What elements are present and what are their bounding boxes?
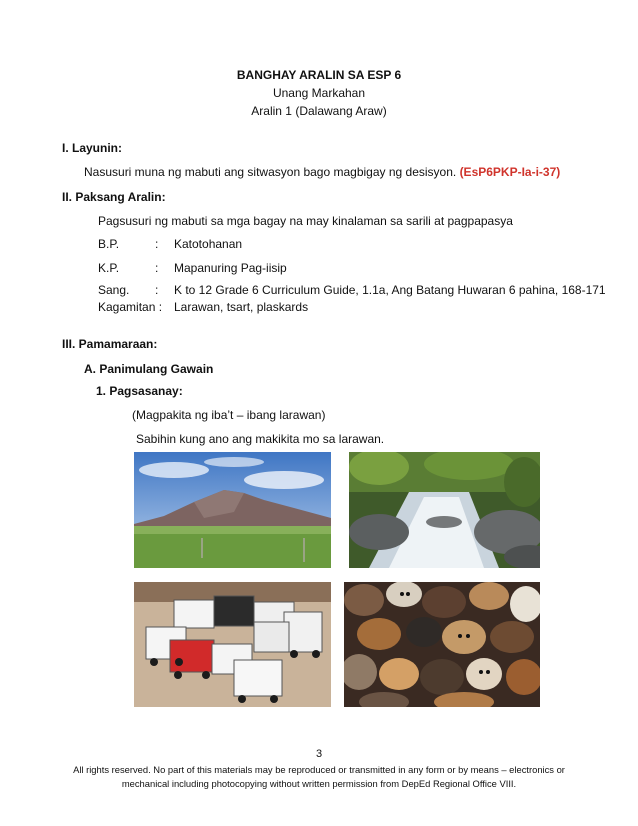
animals-collage-photo: [344, 582, 540, 707]
row-colon-bp: :: [155, 237, 159, 251]
copyright-line-1: All rights reserved. No part of this materials may be reproduced or transmitted in any form or by means – electronics or: [73, 764, 565, 775]
row-value-kp: Mapanuring Pag-iisip: [174, 261, 287, 275]
row-value-kagamitan: Larawan, tsart, plaskards: [174, 300, 309, 314]
instruction-show-pictures: (Magpakita ng iba’t – ibang larawan): [132, 408, 326, 422]
row-label-sang: Sang.: [98, 283, 130, 297]
quarter-label: Unang Markahan: [272, 86, 366, 100]
lesson-label: Aralin 1 (Dalawang Araw): [251, 104, 387, 118]
subsection-pagsasanay: 1. Pagsasanay:: [96, 384, 183, 398]
row-value-sang: K to 12 Grade 6 Curriculum Guide, 1.1a, Ang Batang Huwaran 6 pahina, 168-171: [174, 283, 606, 297]
section-layunin-heading: I. Layunin:: [62, 141, 122, 155]
row-colon-kp: :: [155, 261, 159, 275]
section-pamamaraan-heading: III. Pamamaraan:: [62, 337, 158, 351]
row-label-bp: B.P.: [98, 237, 120, 251]
copyright-line-2: mechanical including photocopying without written permission from DepEd Regional Office VIII.: [121, 778, 517, 789]
paksang-aralin-intro: Pagsusuri ng mabuti sa mga bagay na may kinalaman sa sarili at pagpapasya: [98, 214, 513, 228]
instruction-describe: Sabihin kung ano ang makikita mo sa larawan.: [136, 432, 385, 446]
toy-trucks-photo: [134, 582, 331, 707]
page-number: 3: [315, 748, 323, 760]
layunin-objective: [84, 165, 560, 179]
competency-code: (EsP6PKP-Ia-i-37): [459, 165, 561, 179]
row-colon-sang: :: [155, 283, 159, 297]
row-label-kagamitan: Kagamitan :: [98, 300, 163, 314]
document-title: BANGHAY ARALIN SA ESP 6: [236, 68, 402, 82]
mountain-photo: [134, 452, 331, 568]
section-paksang-aralin-heading: II. Paksang Aralin:: [62, 190, 166, 204]
layunin-text: Nasusuri muna ng mabuti ang sitwasyon bago magbigay ng desisyon.: [84, 165, 457, 179]
row-label-kp: K.P.: [98, 261, 120, 275]
subsection-panimulang-gawain: A. Panimulang Gawain: [84, 362, 214, 376]
row-value-bp: Katotohanan: [174, 237, 243, 251]
river-photo: [349, 452, 540, 568]
